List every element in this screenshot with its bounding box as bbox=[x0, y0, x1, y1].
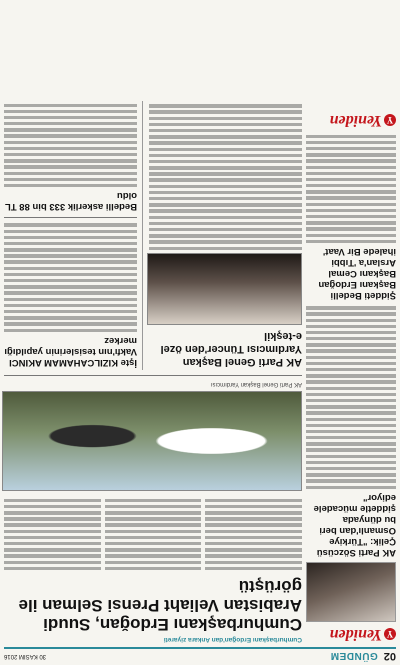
story-3-divider bbox=[4, 217, 137, 218]
section-title: GÜNDEM bbox=[330, 650, 378, 662]
lower-stories bbox=[4, 101, 302, 370]
story-block-2 bbox=[149, 101, 302, 370]
header-rule bbox=[4, 647, 396, 649]
issue-date: 30 KASIM 2016 bbox=[4, 653, 47, 659]
main-photo-caption: AK Parti Genel Başkan Yardımcısı bbox=[210, 380, 302, 387]
main-kicker: Cumhurbaşkanı Erdoğan'dan Ankara ziyareti bbox=[163, 636, 302, 643]
logo-text: Yeniden bbox=[329, 626, 382, 643]
main-story-photo bbox=[2, 391, 302, 491]
story-4-headline: Bedelli askerlik 333 bin 88 TL oldu bbox=[5, 190, 138, 213]
main-body-columns bbox=[4, 496, 302, 573]
story-2-photo bbox=[147, 253, 302, 325]
left-story-body bbox=[306, 306, 396, 489]
main-area bbox=[4, 3, 302, 643]
page-header bbox=[4, 650, 396, 662]
left-story-2 bbox=[306, 111, 396, 302]
left-story-2-body bbox=[306, 135, 396, 244]
main-body-col-3 bbox=[4, 496, 101, 573]
section-divider bbox=[4, 375, 302, 376]
story-2-headline: AK Parti Genel Başkan Yardımcısı Tüncer'den özel e-teşkil bbox=[160, 329, 302, 368]
story-photo-left bbox=[306, 562, 396, 622]
story-3-body bbox=[4, 223, 137, 332]
left-column bbox=[306, 3, 396, 643]
masthead-logo-2 bbox=[306, 111, 396, 129]
main-headline: Cumhurbaşkanı Erdoğan, Suudi Arabistan Veliaht Prensi Selman ile görüştü bbox=[18, 577, 302, 634]
story-2-body bbox=[149, 104, 302, 250]
logo-text-2: Yeniden bbox=[329, 111, 382, 129]
logo-mark-icon-2: Y bbox=[384, 114, 396, 126]
main-body-col-1 bbox=[205, 496, 302, 573]
story-4-body bbox=[4, 104, 137, 188]
left-story-2-headline: Şiddeti Bedelli Başkanı Erdoğan Başkanı Cemal Arslan'a 'Tıbbi ihalede Bir Vaat' bbox=[318, 246, 396, 302]
left-story-headline: AK Parti Sözcüsü Çelik: "Türkiye Osmanlı'dan beri bu dünyada şiddetle mücadele ediyor" bbox=[313, 492, 396, 558]
logo-mark-icon: Y bbox=[384, 628, 396, 640]
story-block-3 bbox=[4, 101, 143, 370]
masthead-logo bbox=[306, 625, 396, 643]
story-3-headline: İşte KIZILCAHAMAM AKINCI Vakfı'nın tesislerinin yapıldığı merkez bbox=[4, 334, 138, 368]
main-body-col-2 bbox=[105, 496, 202, 573]
page-number: 02 bbox=[383, 650, 396, 662]
